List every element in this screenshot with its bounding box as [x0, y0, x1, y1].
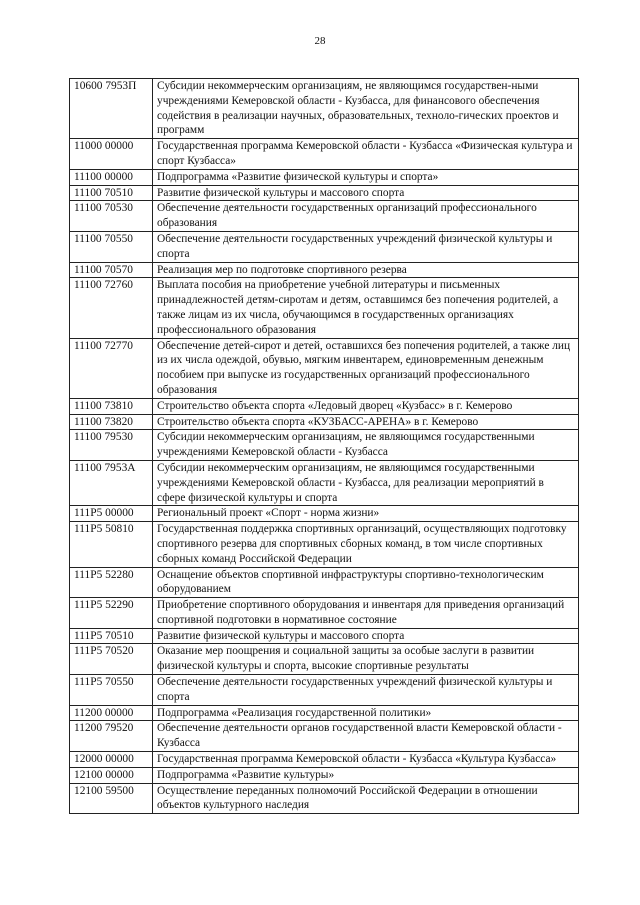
table-row — [70, 185, 579, 201]
table-row — [70, 414, 579, 430]
table-row — [70, 705, 579, 721]
table-row — [70, 675, 579, 706]
classification-code: 10600 7953П — [70, 79, 153, 139]
classification-code: 111Р5 70550 — [70, 675, 153, 706]
classification-code: 11100 00000 — [70, 169, 153, 185]
expense-description: Субсидии некоммерческим организациям, не являющимся государствен-ными учреждениями Кемеровской области - Кузбасса, для финансового обеспечения содействия в реализации научных, образовательных, техноло-гических проектов и программ — [153, 79, 579, 139]
expense-description: Приобретение спортивного оборудования и инвентаря для приведения организаций спортивной подготовки в нормативное состояние — [153, 598, 579, 629]
classification-code: 12000 00000 — [70, 752, 153, 768]
classification-code: 11000 00000 — [70, 139, 153, 170]
expense-description: Обеспечение деятельности государственных учреждений физической культуры и спорта — [153, 231, 579, 262]
table-row — [70, 522, 579, 567]
classification-code: 11100 70530 — [70, 201, 153, 232]
table-row — [70, 567, 579, 598]
table-row — [70, 767, 579, 783]
table-row — [70, 139, 579, 170]
expense-description: Строительство объекта спорта «КУЗБАСС-АРЕНА» в г. Кемерово — [153, 414, 579, 430]
budget-classification-table — [69, 78, 579, 814]
classification-code: 11100 72770 — [70, 338, 153, 398]
expense-description: Субсидии некоммерческим организациям, не являющимся государственными учреждениями Кемеровской области - Кузбасса — [153, 430, 579, 461]
expense-description: Развитие физической культуры и массового спорта — [153, 628, 579, 644]
expense-description: Субсидии некоммерческим организациям, не являющимся государственными учреждениями Кемеровской области - Кузбасса, для реализации мероприятий в сфере физической культуры и спорта — [153, 460, 579, 505]
classification-code: 11100 70550 — [70, 231, 153, 262]
table-row — [70, 430, 579, 461]
expense-description: Развитие физической культуры и массового спорта — [153, 185, 579, 201]
classification-code: 11100 7953А — [70, 460, 153, 505]
classification-code: 11100 72760 — [70, 278, 153, 338]
table-row — [70, 201, 579, 232]
classification-code: 11100 70510 — [70, 185, 153, 201]
expense-description: Строительство объекта спорта «Ледовый дворец «Кузбасс» в г. Кемерово — [153, 398, 579, 414]
expense-description: Выплата пособия на приобретение учебной литературы и письменных принадлежностей детям-сиротам и детям, оставшимся без попечения родителей, а также лицам из их числа, обучающимся в государственных организациях профессионального образования — [153, 278, 579, 338]
expense-description: Реализация мер по подготовке спортивного резерва — [153, 262, 579, 278]
classification-code: 11200 00000 — [70, 705, 153, 721]
table-row — [70, 721, 579, 752]
table-row — [70, 628, 579, 644]
classification-code: 11100 70570 — [70, 262, 153, 278]
classification-code: 111Р5 52290 — [70, 598, 153, 629]
table-row — [70, 644, 579, 675]
table-row — [70, 598, 579, 629]
classification-code: 11200 79520 — [70, 721, 153, 752]
table-row — [70, 752, 579, 768]
expense-description: Обеспечение деятельности органов государственной власти Кемеровской области - Кузбасса — [153, 721, 579, 752]
table-row — [70, 278, 579, 338]
expense-description: Государственная программа Кемеровской области - Кузбасса «Культура Кузбасса» — [153, 752, 579, 768]
page-number: 28 — [314, 35, 326, 47]
expense-description: Подпрограмма «Развитие культуры» — [153, 767, 579, 783]
table-row — [70, 460, 579, 505]
classification-code: 11100 79530 — [70, 430, 153, 461]
table-row — [70, 398, 579, 414]
classification-code: 111Р5 52280 — [70, 567, 153, 598]
expense-description: Обеспечение детей-сирот и детей, оставшихся без попечения родителей, а также лиц из их числа одеждой, обувью, мягким инвентарем, единовременным денежным пособием при выпуске из государственных организаций профессионального образования — [153, 338, 579, 398]
table-row — [70, 338, 579, 398]
expense-description: Региональный проект «Спорт - норма жизни» — [153, 506, 579, 522]
table-row — [70, 506, 579, 522]
classification-code: 12100 59500 — [70, 783, 153, 814]
table-row — [70, 231, 579, 262]
expense-description: Подпрограмма «Развитие физической культуры и спорта» — [153, 169, 579, 185]
classification-code: 111Р5 70520 — [70, 644, 153, 675]
table-row — [70, 783, 579, 814]
classification-code: 111Р5 50810 — [70, 522, 153, 567]
expense-description: Подпрограмма «Реализация государственной политики» — [153, 705, 579, 721]
expense-description: Государственная поддержка спортивных организаций, осуществляющих подготовку спортивного резерва для спортивных сборных команд, в том числе спортивных сборных команд Российской Федерации — [153, 522, 579, 567]
expense-description: Государственная программа Кемеровской области - Кузбасса «Физическая культура и спорт Кузбасса» — [153, 139, 579, 170]
classification-code: 11100 73820 — [70, 414, 153, 430]
classification-code: 12100 00000 — [70, 767, 153, 783]
classification-code: 11100 73810 — [70, 398, 153, 414]
expense-description: Обеспечение деятельности государственных организаций профессионального образования — [153, 201, 579, 232]
expense-description: Оказание мер поощрения и социальной защиты за особые заслуги в развитии физической культуры и спорта, высокие спортивные результаты — [153, 644, 579, 675]
classification-code: 111Р5 00000 — [70, 506, 153, 522]
expense-description: Осуществление переданных полномочий Российской Федерации в отношении объектов культурного наследия — [153, 783, 579, 814]
classification-code: 111Р5 70510 — [70, 628, 153, 644]
table-body — [70, 79, 579, 814]
table-row — [70, 262, 579, 278]
table-row — [70, 79, 579, 139]
table-row — [70, 169, 579, 185]
expense-description: Обеспечение деятельности государственных учреждений физической культуры и спорта — [153, 675, 579, 706]
expense-description: Оснащение объектов спортивной инфраструктуры спортивно-технологическим оборудованием — [153, 567, 579, 598]
